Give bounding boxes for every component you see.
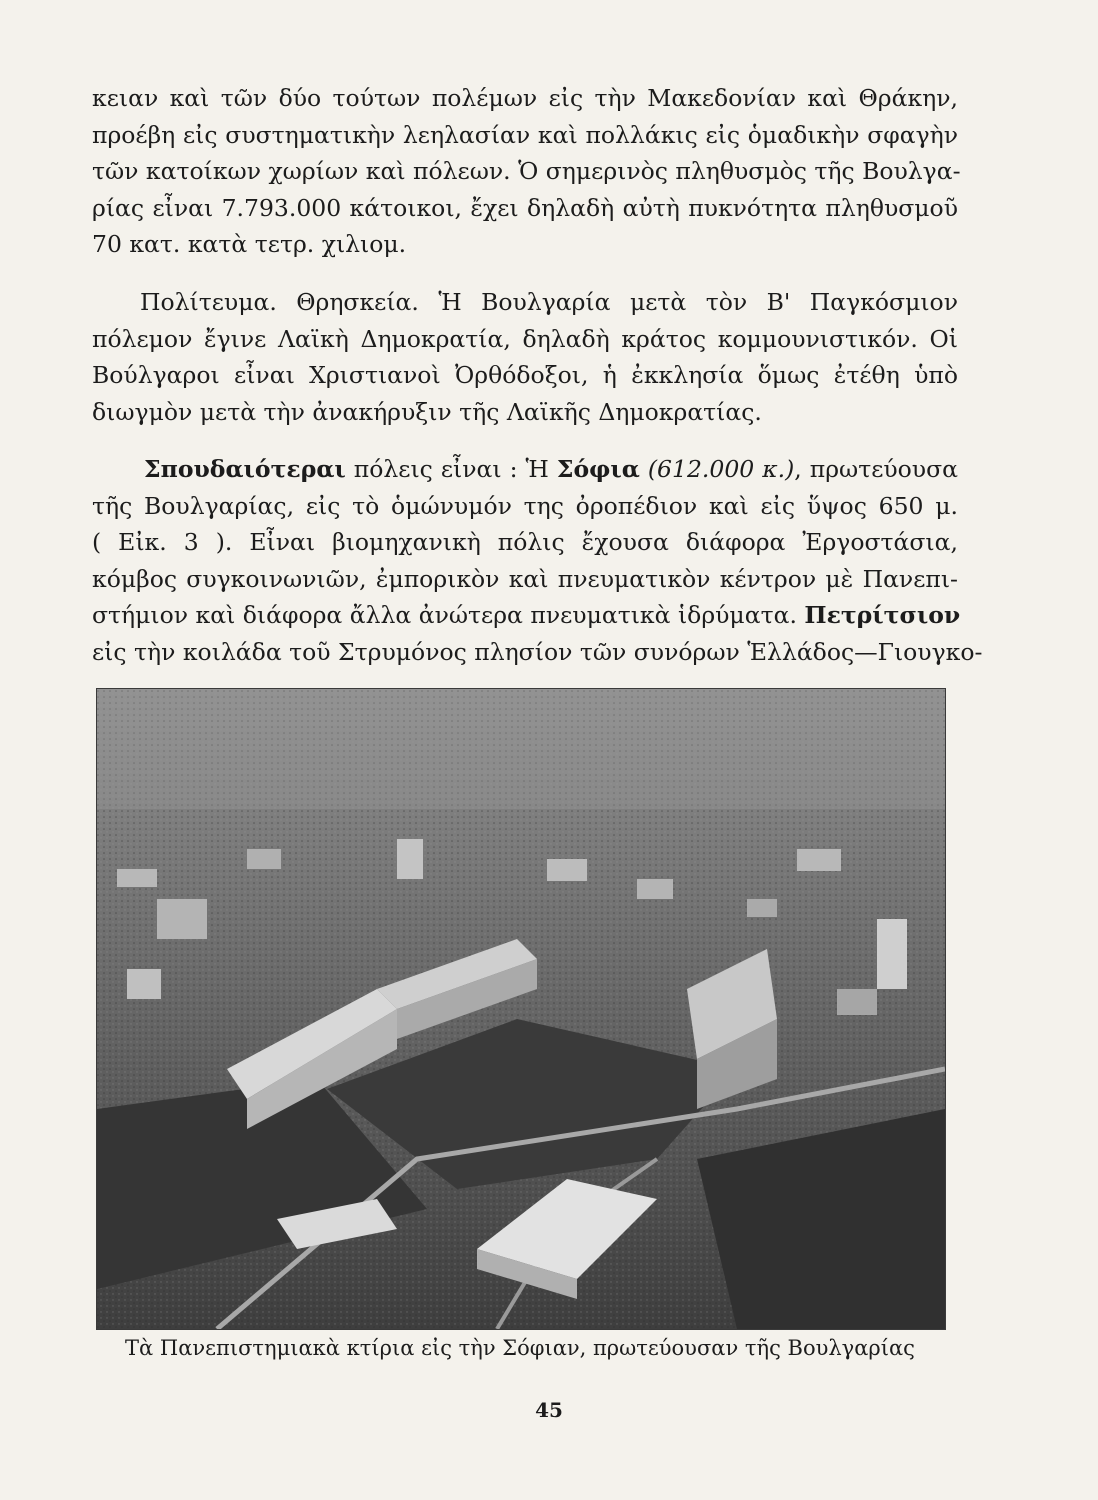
city-name-petritsi: Πετρίτσιον: [804, 601, 961, 630]
text-line: πόλεμον ἔγινε Λαϊκὴ Δημοκρατία, δηλαδὴ κράτος κομμουνιστικόν. Οἱ: [92, 324, 958, 353]
text-line: τῆς Βουλγαρίας, εἰς τὸ ὁμώνυμόν της ὀροπέδιον καὶ εἰς ὕψος 650 μ.: [92, 491, 958, 520]
page-number: 45: [535, 1398, 563, 1422]
text-line: Πολίτευμα. Θρησκεία. Ἡ Βουλγαρία μετὰ τὸν Β' Παγκόσμιον: [140, 288, 958, 316]
section-heading: Σπουδαιότεραι: [144, 455, 346, 483]
text-line: 70 κατ. κατὰ τετρ. χιλιομ.: [92, 230, 407, 259]
text-line: τῶν κατοίκων χωρίων καὶ πόλεων. Ὁ σημερινὸς πληθυσμὸς τῆς Βουλγα-: [92, 157, 961, 186]
inline-text: στήμιον καὶ διάφορα ἄλλα ἀνώτερα πνευματικὰ ἱδρύματα.: [92, 601, 805, 630]
text-line: εἰς τὴν κοιλάδα τοῦ Στρυμόνος πλησίον τῶν συνόρων Ἑλλάδος—Γιουγκο-: [92, 637, 983, 666]
paragraph-3: [92, 451, 983, 671]
paragraph-1: [92, 80, 961, 263]
text-line: ρίας εἶναι 7.793.000 κάτοικοι, ἔχει δηλαδὴ αὐτὴ πυκνότητα πληθυσμοῦ: [92, 193, 958, 222]
paragraph-2: [92, 284, 958, 430]
photo-illustration: [97, 689, 945, 1329]
inline-text: πόλεις εἶναι : Ἡ: [345, 455, 557, 483]
text-line: [92, 451, 958, 488]
city-name-sofia: Σόφια: [556, 455, 640, 483]
text-line: προέβη εἰς συστηματικὴν λεηλασίαν καὶ πολλάκις εἰς ὁμαδικὴν σφαγὴν: [92, 120, 958, 149]
text-line: ( Εἰκ. 3 ). Εἶναι βιομηχανικὴ πόλις ἔχουσα διάφορα Ἐργοστάσια,: [92, 528, 958, 557]
inline-text: , πρωτεύουσα: [794, 455, 959, 483]
text-line: κόμβος συγκοινωνιῶν, ἐμπορικὸν καὶ πνευματικὸν κέντρον μὲ Πανεπι-: [92, 564, 958, 593]
aerial-photo-sofia-university: [96, 688, 946, 1330]
text-line: κειαν καὶ τῶν δύο τούτων πολέμων εἰς τὴν Μακεδονίαν καὶ Θράκην,: [92, 84, 958, 112]
sofia-population: (612.000 κ.): [639, 455, 795, 483]
text-line: διωγμὸν μετὰ τὴν ἀνακήρυξιν τῆς Λαϊκῆς Δημοκρατίας.: [92, 397, 762, 426]
photo-caption: Τὰ Πανεπιστημιακὰ κτίρια εἰς τὴν Σόφιαν, πρωτεύουσαν τῆς Βουλγαρίας: [125, 1336, 915, 1360]
text-line: [92, 597, 961, 634]
text-line: Βούλγαροι εἶναι Χριστιανοὶ Ὀρθόδοξοι, ἡ ἐκκλησία ὅμως ἐτέθη ὑπὸ: [92, 361, 958, 390]
